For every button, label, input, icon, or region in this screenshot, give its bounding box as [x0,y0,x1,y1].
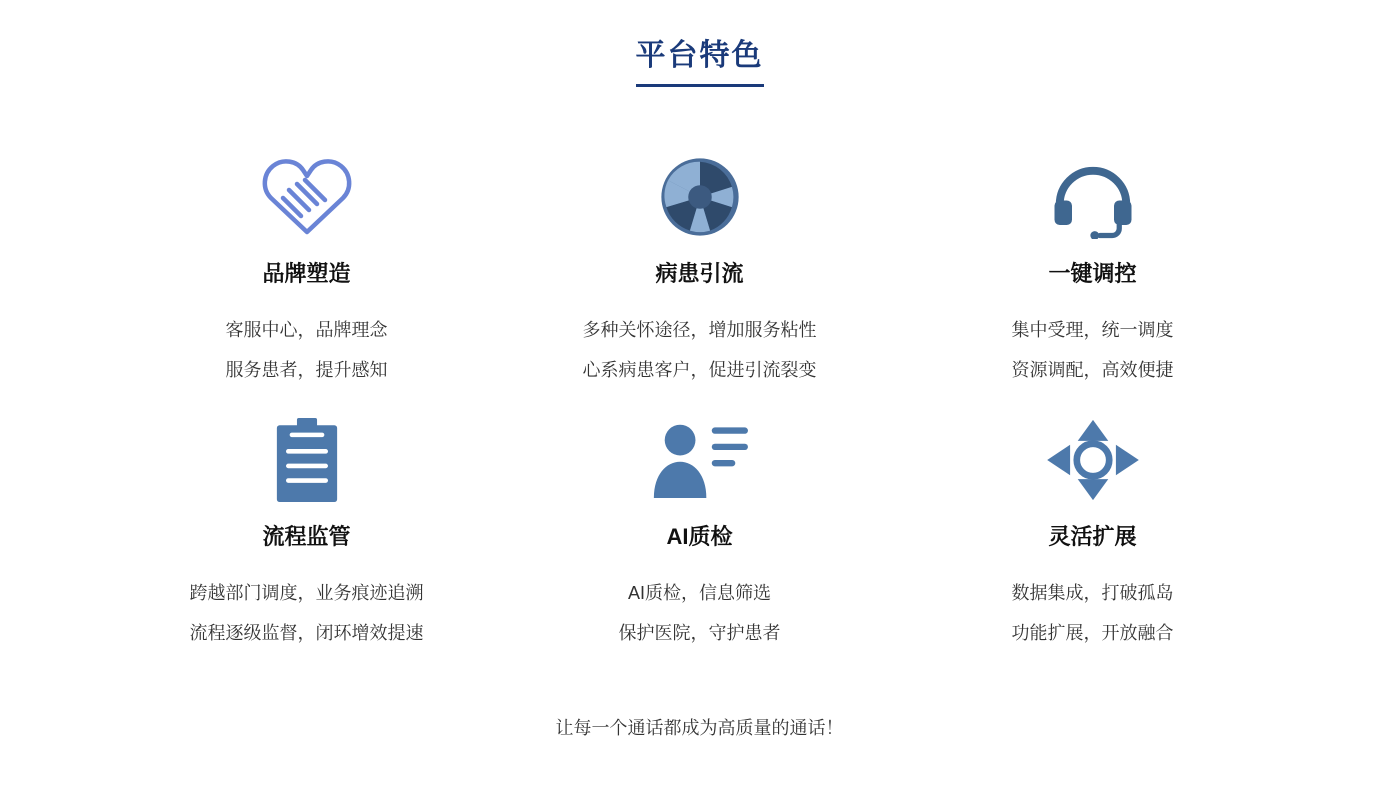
feature-title: 灵活扩展 [1048,524,1137,549]
feature-desc-line: 跨越部门调度，业务痕迹追溯 [189,583,424,603]
feature-desc [190,573,424,653]
feature-desc-line: 多种关怀途径，增加服务粘性 [582,320,817,340]
feature-card-one-key-control [896,147,1289,390]
feature-desc [1012,310,1174,390]
feature-card-patient-flow [503,147,896,390]
handshake-heart-icon [259,147,355,247]
page-title-wrap [0,0,1399,87]
feature-desc [619,573,781,653]
feature-card-ai-quality-check [503,410,896,653]
feature-desc-line: 心系病患客户，促进引流裂变 [582,360,817,380]
feature-title: 流程监管 [262,524,351,549]
feature-desc-line: 集中受理，统一调度 [1011,320,1174,340]
feature-card-process-supervision [110,410,503,653]
feature-title: AI质检 [666,524,733,549]
aperture-icon [658,147,742,247]
feature-desc-line: 功能扩展，开放融合 [1011,623,1174,643]
feature-desc-line: AI质检，信息筛选 [627,583,771,603]
feature-title: 一键调控 [1048,261,1137,286]
feature-card-flexible-expansion [896,410,1289,653]
feature-grid [0,147,1399,653]
four-direction-arrows-icon [1045,410,1141,510]
footer-note: 让每一个通话都成为高质量的通话！ [555,718,844,738]
feature-desc [226,310,388,390]
user-profile-list-icon [650,410,750,510]
clipboard-document-icon [275,410,339,510]
feature-desc-line: 保护医院，守护患者 [618,623,781,643]
feature-desc-line: 流程逐级监督，闭环增效提速 [189,623,424,643]
feature-desc [583,310,817,390]
feature-title: 品牌塑造 [262,261,351,286]
feature-card-brand [110,147,503,390]
feature-desc-line: 资源调配，高效便捷 [1011,360,1174,380]
feature-desc [1012,573,1174,653]
feature-desc-line: 服务患者，提升感知 [225,360,388,380]
page-title: 平台特色 [636,30,764,87]
feature-desc-line: 客服中心，品牌理念 [225,320,388,340]
headset-support-icon [1049,147,1137,247]
feature-title: 病患引流 [655,261,744,286]
feature-desc-line: 数据集成，打破孤岛 [1011,583,1174,603]
